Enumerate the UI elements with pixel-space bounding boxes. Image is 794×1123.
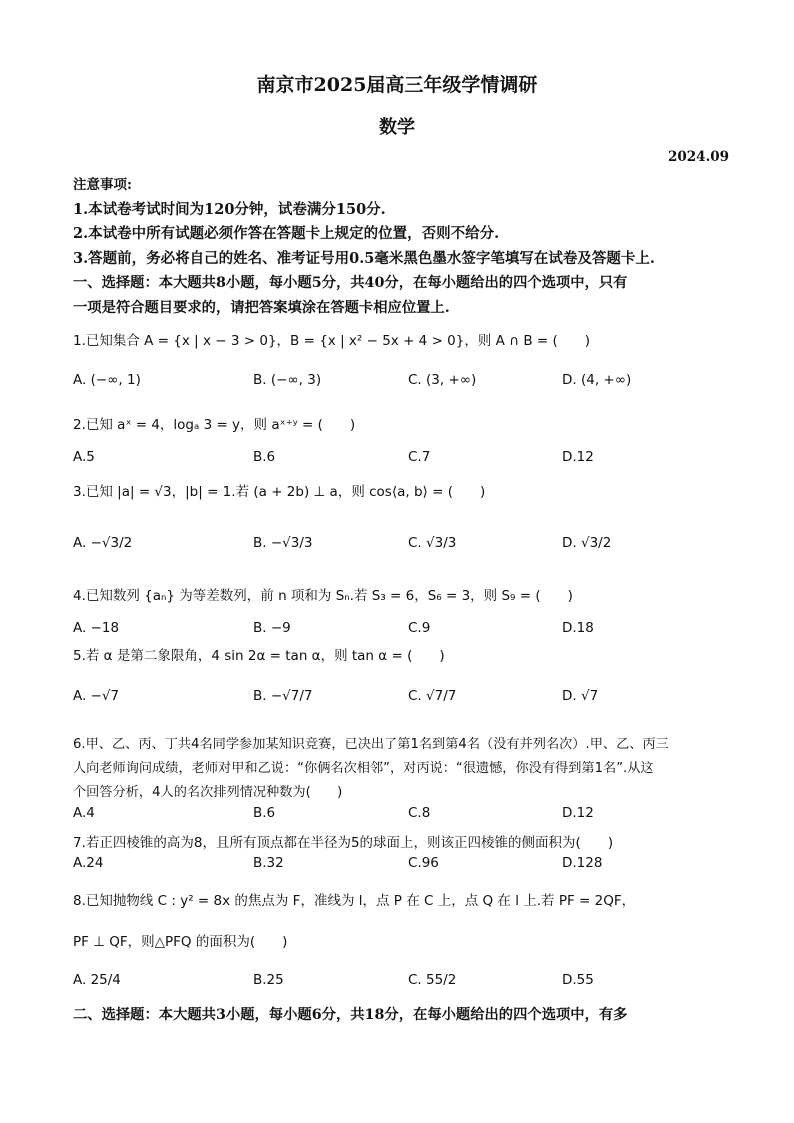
question-3-stem: 3.已知 |a| = √3，|b| = 1.若 (a + 2b) ⊥ a，则 cos⟨a, b⟩ = ( ) xyxy=(73,484,486,500)
question-1-stem: 1.已知集合 A = {x | x − 3 > 0}，B = {x | x² − 5x + 4 > 0}，则 A ∩ B = ( ) xyxy=(73,333,591,349)
question-8-option-c[interactable]: C. 55/2 xyxy=(408,972,457,988)
question-6-stem-line2: 人向老师询问成绩，老师对甲和乙说：“你俩名次相邻”，对丙说：“很遗憾，你没有得到第1名”.从这 xyxy=(73,761,654,776)
question-5-stem: 5.若 α 是第二象限角，4 sin 2α = tan α，则 tan α = ( ) xyxy=(73,648,445,664)
notice-item: 2.本试卷中所有试题必须作答在答题卡上规定的位置，否则不给分. xyxy=(73,225,500,242)
question-7-option-b[interactable]: B.32 xyxy=(253,855,284,871)
question-8-option-d[interactable]: D.55 xyxy=(562,972,594,988)
question-8-stem-line2: PF ⊥ QF，则△PFQ 的面积为( ) xyxy=(73,934,288,950)
question-7-option-d[interactable]: D.128 xyxy=(562,855,603,871)
question-4-option-c[interactable]: C.9 xyxy=(408,620,431,636)
question-1-option-c[interactable]: C. (3, +∞) xyxy=(408,372,477,388)
question-8-stem-line1: 8.已知抛物线 C : y² = 8x 的焦点为 F，准线为 l，点 P 在 C 上，点 Q 在 l 上.若 PF = 2QF， xyxy=(73,893,636,909)
question-7-option-c[interactable]: C.96 xyxy=(408,855,439,871)
question-1-option-b[interactable]: B. (−∞, 3) xyxy=(253,372,322,388)
question-2-option-a[interactable]: A.5 xyxy=(73,449,95,465)
question-3-option-c[interactable]: C. √3/3 xyxy=(408,535,457,551)
notice-item: 3.答题前，务必将自己的姓名、准考证号用0.5毫米黑色墨水签字笔填写在试卷及答题卡上. xyxy=(73,250,655,267)
question-6-stem-line3: 个回答分析，4人的名次排列情况种数为( ) xyxy=(73,785,343,800)
exam-date: 2024.09 xyxy=(668,149,730,165)
question-2-option-d[interactable]: D.12 xyxy=(562,449,594,465)
question-6-option-a[interactable]: A.4 xyxy=(73,805,95,821)
question-6-option-b[interactable]: B.6 xyxy=(253,805,276,821)
question-6-option-d[interactable]: D.12 xyxy=(562,805,594,821)
question-7-stem: 7.若正四棱锥的高为8，且所有顶点都在半径为5的球面上，则该正四棱锥的侧面积为( ) xyxy=(73,835,614,851)
question-3-option-a[interactable]: A. −√3/2 xyxy=(73,535,133,551)
question-6-option-c[interactable]: C.8 xyxy=(408,805,431,821)
question-5-option-d[interactable]: D. √7 xyxy=(562,688,599,704)
question-4-stem: 4.已知数列 {aₙ} 为等差数列，前 n 项和为 Sₙ.若 S₃ = 6，S₆ = 3，则 S₉ = ( ) xyxy=(73,588,573,604)
question-5-option-a[interactable]: A. −√7 xyxy=(73,688,120,704)
subject-title: 数学 xyxy=(379,117,415,138)
question-3-option-d[interactable]: D. √3/2 xyxy=(562,535,612,551)
question-5-option-b[interactable]: B. −√7/7 xyxy=(253,688,313,704)
question-4-option-b[interactable]: B. −9 xyxy=(253,620,291,636)
question-2-option-b[interactable]: B.6 xyxy=(253,449,276,465)
question-4-option-a[interactable]: A. −18 xyxy=(73,620,120,636)
question-8-option-a[interactable]: A. 25/4 xyxy=(73,972,121,988)
question-3-option-b[interactable]: B. −√3/3 xyxy=(253,535,313,551)
notice-item: 1.本试卷考试时间为120分钟，试卷满分150分. xyxy=(73,201,386,218)
notice-heading: 注意事项: xyxy=(73,177,132,193)
question-1-option-d[interactable]: D. (4, +∞) xyxy=(562,372,632,388)
question-8-option-b[interactable]: B.25 xyxy=(253,972,284,988)
question-4-option-d[interactable]: D.18 xyxy=(562,620,594,636)
question-2-option-c[interactable]: C.7 xyxy=(408,449,431,465)
section1-heading-cont: 一项是符合题目要求的，请把答案填涂在答题卡相应位置上. xyxy=(73,300,450,316)
question-5-option-c[interactable]: C. √7/7 xyxy=(408,688,457,704)
section2-heading: 二、选择题：本大题共3小题，每小题6分，共18分，在每小题给出的四个选项中，有多 xyxy=(73,1007,628,1023)
section1-heading: 一、选择题：本大题共8小题，每小题5分，共40分，在每小题给出的四个选项中，只有 xyxy=(73,275,628,291)
question-6-stem-line1: 6.甲、乙、丙、丁共4名同学参加某知识竞赛，已决出了第1名到第4名（没有并列名次）.甲、乙、丙三 xyxy=(73,737,669,752)
question-7-option-a[interactable]: A.24 xyxy=(73,855,104,871)
page-title: 南京市2025届高三年级学情调研 xyxy=(256,74,538,96)
question-2-stem: 2.已知 aˣ = 4，logₐ 3 = y，则 aˣ⁺ʸ = ( ) xyxy=(73,417,356,433)
question-1-option-a[interactable]: A. (−∞, 1) xyxy=(73,372,141,388)
